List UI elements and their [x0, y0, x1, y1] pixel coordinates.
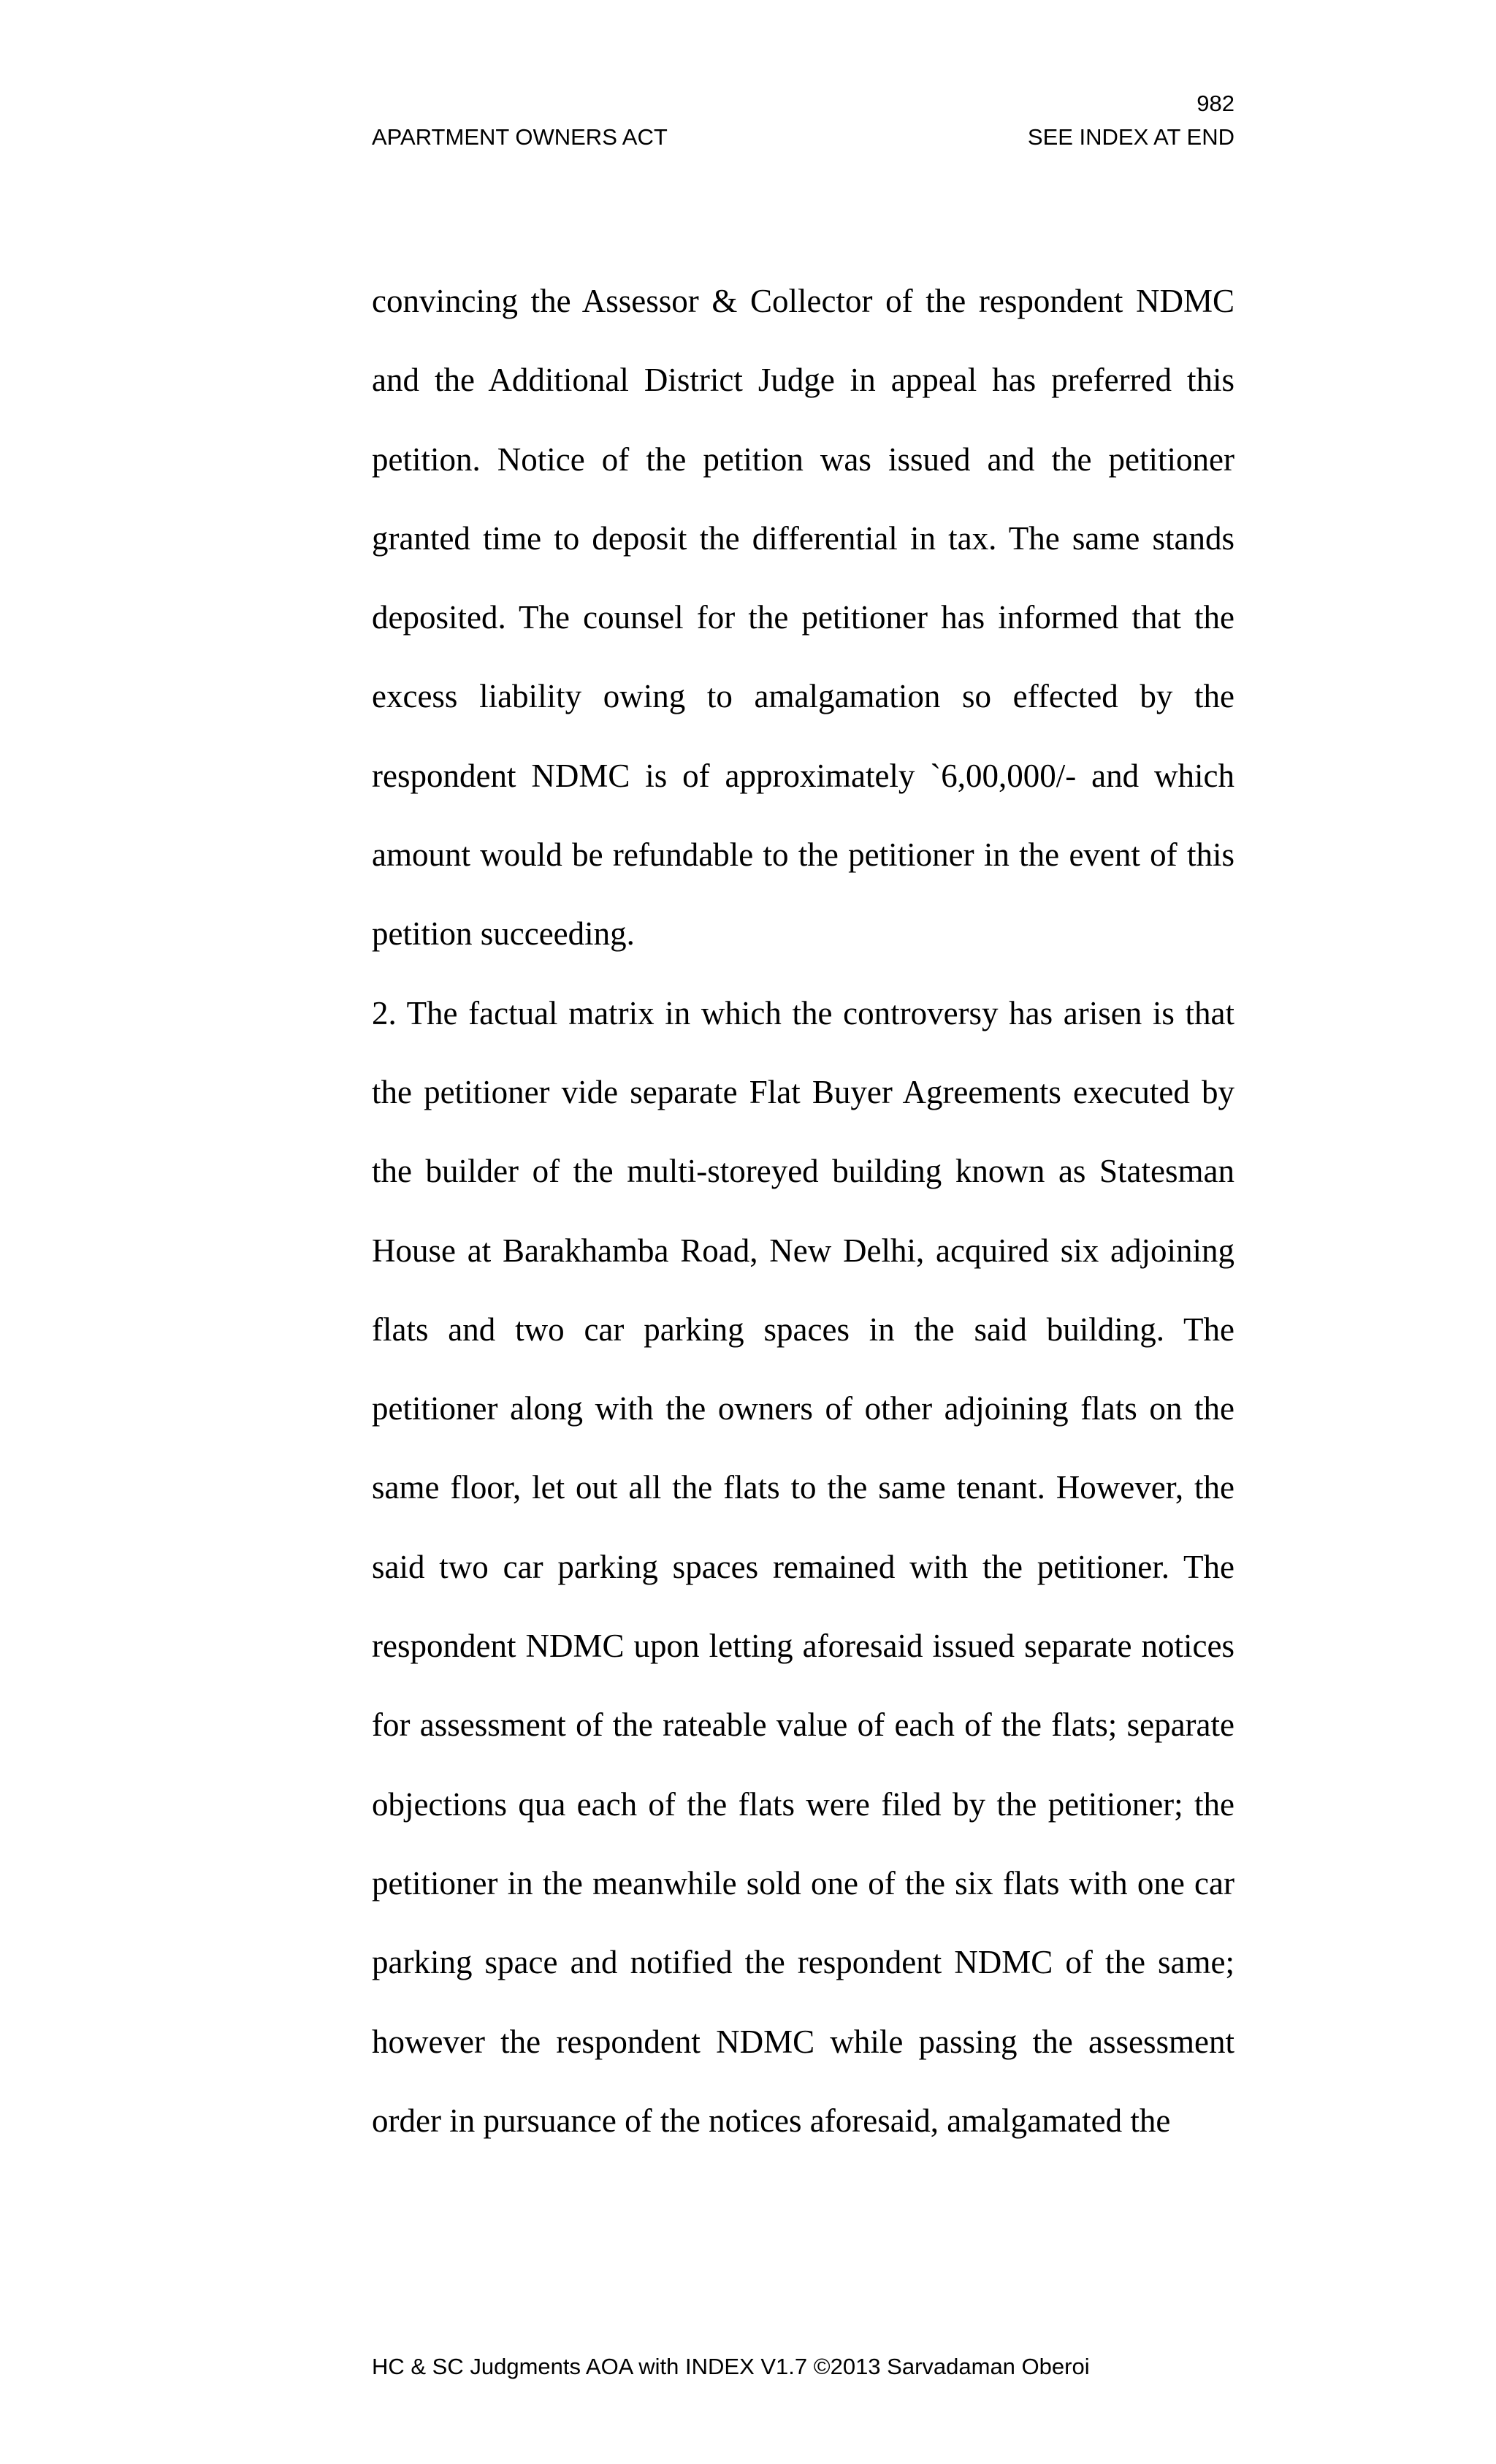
body-paragraph: 2. The factual matrix in which the controversy has arisen is that the petitioner vide separate Flat Buyer Agreements executed by the builder of the multi-storeyed building known as Statesman House at Barakhamba Road, New Delhi, acquired six adjoining flats and two car parking spaces in the said building. The petitioner along with the owners of other adjoining flats on the same floor, let out all the flats to the same tenant. However, the said two car parking spaces remained with the petitioner. The respondent NDMC upon letting aforesaid issued separate notices for assessment of the rateable value of each of the flats; separate objections qua each of the flats were filed by the petitioner; the petitioner in the meanwhile sold one of the six flats with one car parking space and notified the respondent NDMC of the same; however the respondent NDMC while passing the assessment order in pursuance of the notices aforesaid, amalgamated the	[372, 994, 1234, 2139]
document-body	[372, 262, 1234, 2160]
running-header-title: APARTMENT OWNERS ACT	[372, 124, 668, 150]
running-header-index-note: SEE INDEX AT END	[1027, 124, 1234, 150]
body-paragraph: convincing the Assessor & Collector of the respondent NDMC and the Additional District Judge in appeal has preferred this petition. Notice of the petition was issued and the petitioner granted time to deposit the differential in tax. The same stands deposited. The counsel for the petitioner has informed that the excess liability owing to amalgamation so effected by the respondent NDMC is of approximately `6,00,000/- and which amount would be refundable to the petitioner in the event of this petition succeeding.	[372, 283, 1234, 953]
page-footer: HC & SC Judgments AOA with INDEX V1.7 ©2013 Sarvadaman Oberoi	[372, 2354, 1090, 2379]
page-number: 982	[1197, 91, 1234, 116]
